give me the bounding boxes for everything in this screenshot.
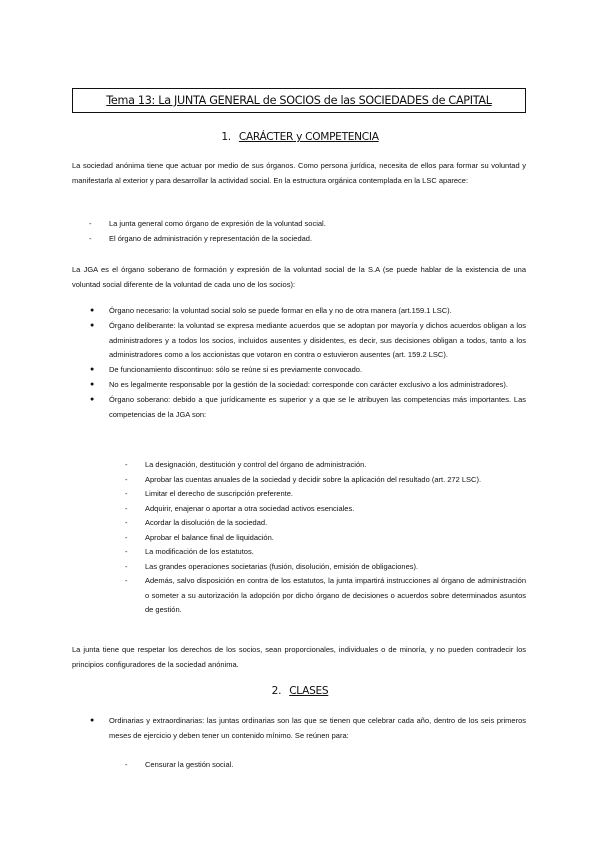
bullet-marker: ● (90, 717, 95, 724)
list-item: ● Órgano necesario: la voluntad social solo se puede formar en ella y no de otra manera (art.159.1 LSC). (109, 304, 526, 319)
list-item: ● No es legalmente responsable por la gestión de la sociedad: corresponde con carácter exclusivo a los administradores). (109, 378, 526, 393)
list-item: - La designación, destitución y control del órgano de administración. (145, 458, 526, 473)
intro-paragraph: La sociedad anónima tiene que actuar por medio de sus órganos. Como persona jurídica, necesita de ellos para formar su voluntad y manifestarla al exterior y para desarrollar la actividad social. En la estructura orgánica contemplada en la LSC aparece: (72, 161, 526, 185)
list-item: ● Ordinarias y extraordinarias: las juntas ordinarias son las que se tienen que celebrar cada año, dentro de los seis primeros meses de ejercicio y deben tener un contenido mínimo. Se reúnen para: (90, 716, 526, 740)
jga-paragraph: La JGA es el órgano soberano de formación y expresión de la voluntad social de la S.A (se puede hablar de la existencia de una voluntad social diferente de la voluntad de cada uno de los socios): (72, 265, 526, 289)
organs-list (89, 217, 526, 246)
list-item: - El órgano de administración y representación de la sociedad. (109, 232, 526, 247)
bullet-marker: ● (90, 307, 95, 314)
list-item: - Acordar la disolución de la sociedad. (145, 516, 526, 531)
section-label: CARÁCTER y COMPETENCIA (238, 131, 379, 143)
bullet-marker: ● (90, 381, 95, 388)
list-item: - Limitar el derecho de suscripción preferente. (145, 487, 526, 502)
characteristics-list (90, 304, 526, 423)
list-item: ● Órgano deliberante: la voluntad se expresa mediante acuerdos que se adoptan por mayoría y dichos acuerdos obligan a los administradores y a todos los socios, incluidos ausentes y disidentes, es decir, sus decisiones obligan a todos, tanto a los administradores como a los accionistas que votaron en contra o estuvieron ausentes (art. 159.2 LSC). (90, 321, 526, 359)
document-title: Tema 13: La JUNTA GENERAL de SOCIOS de las SOCIEDADES de CAPITAL (72, 88, 526, 113)
list-item: ● Órgano soberano: debido a que jurídicamente es superior y a que se le atribuyen las competencias más importantes. Las competencias de la JGA son: (90, 395, 526, 419)
dash-marker: - (125, 489, 128, 498)
bullet-marker: ● (90, 396, 95, 403)
list-item: - Aprobar el balance final de liquidación. (145, 531, 526, 546)
dash-marker: - (125, 474, 128, 484)
dash-marker: - (125, 460, 128, 469)
section-label: CLASES (289, 685, 329, 697)
list-item: ● De funcionamiento discontinuo: sólo se reúne si es previamente convocado. (109, 363, 526, 378)
section-heading-2 (0, 685, 600, 697)
competencies-list (125, 458, 526, 618)
list-item: - Además, salvo disposición en contra de los estatutos, la junta impartirá instrucciones al órgano de administración o someter a su autorización la adopción por dicho órgano de decisiones o acuerdos sobre determinados asuntos de gestión. (125, 576, 526, 614)
dash-marker: - (89, 233, 92, 243)
dash-marker: - (89, 219, 92, 228)
list-item: - La modificación de los estatutos. (145, 545, 526, 560)
dash-marker: - (125, 518, 128, 527)
section-number: 2. (271, 685, 282, 697)
types-list (90, 714, 526, 744)
list-item: - La junta general como órgano de expresión de la voluntad social. (109, 217, 526, 232)
dash-marker: - (125, 760, 128, 769)
list-item: - Adquirir, enajenar o aportar a otra sociedad activos esenciales. (145, 502, 526, 517)
dash-marker: - (125, 547, 128, 556)
dash-marker: - (125, 503, 128, 513)
dash-marker: - (125, 561, 128, 571)
purposes-list (125, 758, 526, 773)
bullet-marker: ● (90, 322, 95, 329)
section-number: 1. (221, 131, 231, 143)
list-item: - Censurar la gestión social. (145, 758, 526, 773)
bullet-marker: ● (90, 366, 95, 373)
dash-marker: - (125, 532, 128, 542)
list-item: - Aprobar las cuentas anuales de la sociedad y decidir sobre la aplicación del resultado (art. 272 LSC). (145, 473, 526, 488)
list-item: - Las grandes operaciones societarias (fusión, disolución, emisión de obligaciones). (145, 560, 526, 575)
closing-paragraph: La junta tiene que respetar los derechos de los socios, sean proporcionales, individuales o de minoría, y no pueden contradecir los principios configuradores de la sociedad anónima. (72, 645, 526, 669)
dash-marker: - (125, 576, 128, 585)
section-heading-1 (0, 131, 600, 143)
